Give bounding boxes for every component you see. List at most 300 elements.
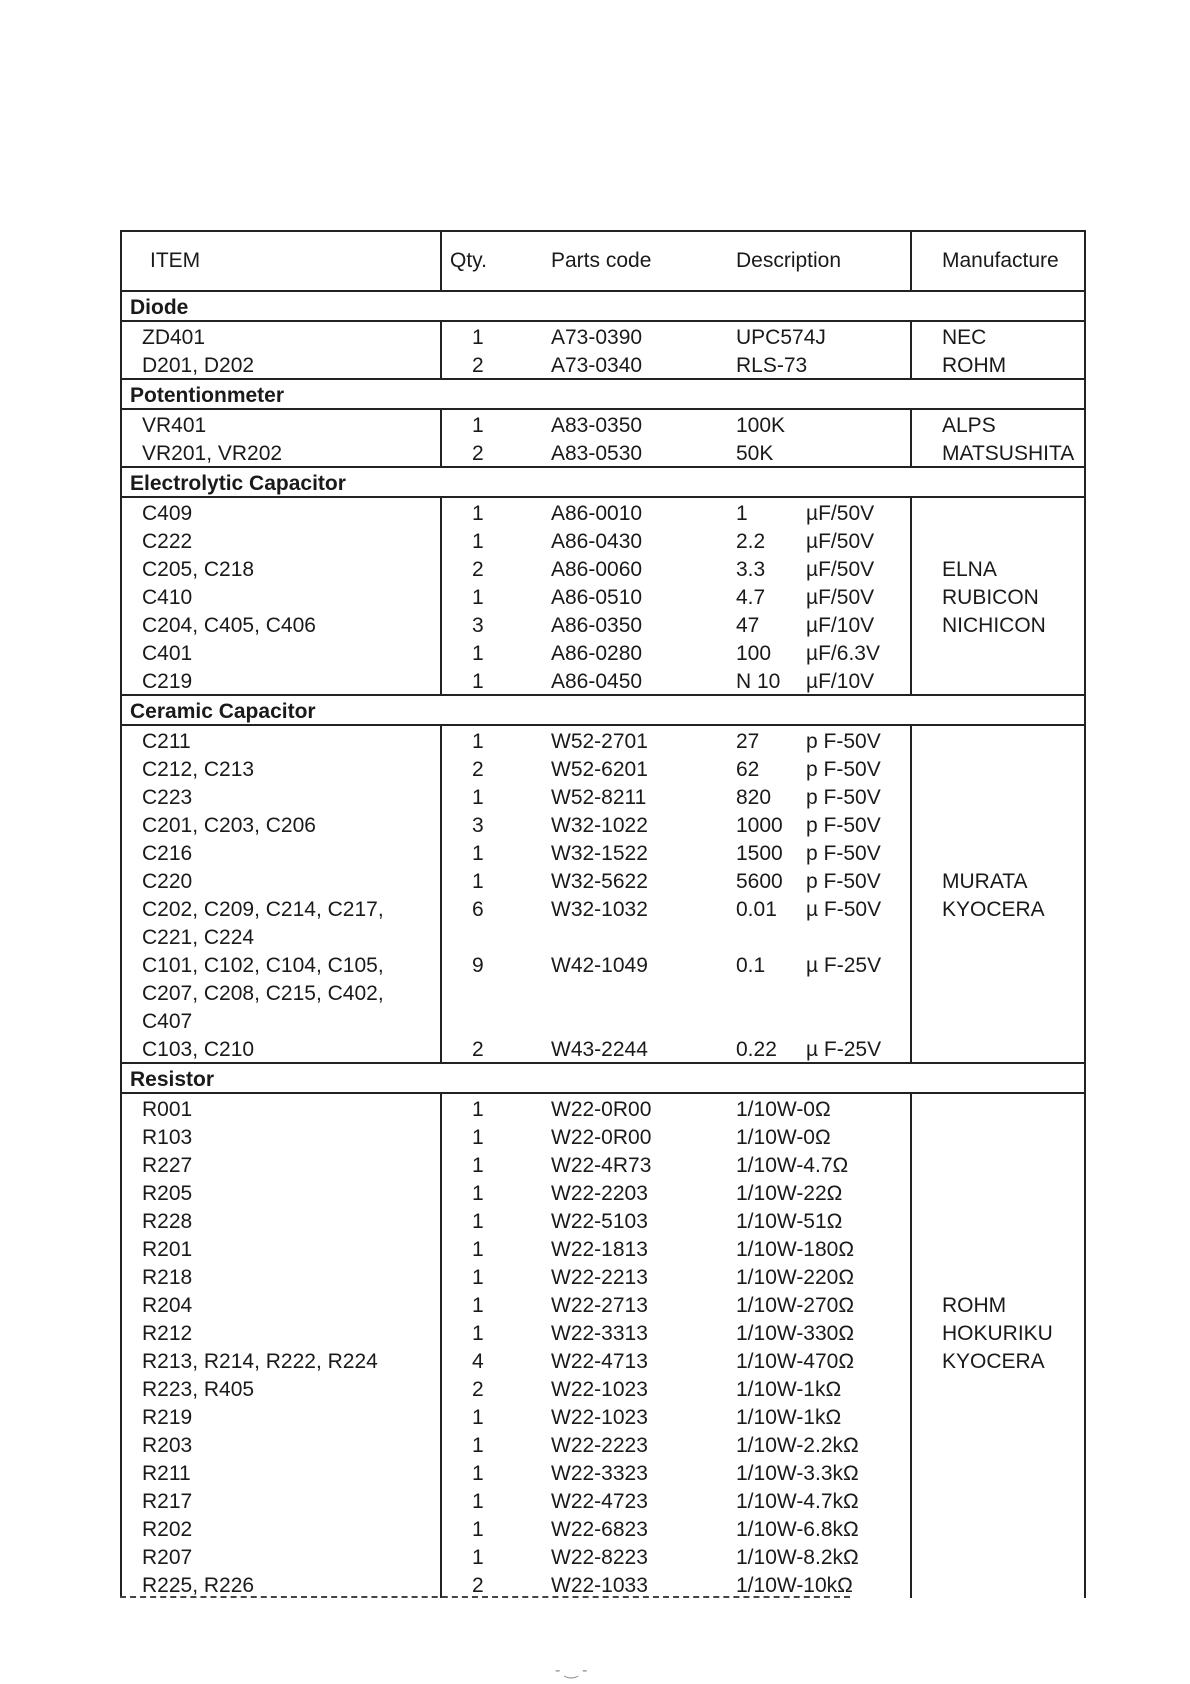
qty-cell: 1 bbox=[441, 638, 531, 666]
manufacture-cell bbox=[911, 497, 1085, 526]
parts-code-cell: A86-0280 bbox=[551, 642, 643, 665]
parts-code-cell: W22-4713 bbox=[551, 1350, 648, 1373]
description-value: 1/10W-3.3kΩ bbox=[736, 1462, 859, 1485]
description-cell bbox=[721, 638, 911, 666]
parts-code-cell: A83-0350 bbox=[551, 414, 643, 437]
item-cell: C101, C102, C104, C105, bbox=[121, 950, 441, 978]
qty-cell bbox=[441, 1006, 531, 1034]
description-value: 1000 bbox=[736, 814, 783, 837]
item-cell: R228 bbox=[121, 1206, 441, 1234]
parts-code-cell: W22-2223 bbox=[551, 1434, 648, 1457]
item-cell: R225, R226 bbox=[121, 1570, 441, 1598]
description-value: 1/10W-51Ω bbox=[736, 1210, 843, 1233]
manufacture-cell: NICHICON bbox=[911, 610, 1085, 638]
item-cell: R223, R405 bbox=[121, 1374, 441, 1402]
parts-code-cell: W22-5103 bbox=[551, 1210, 648, 1233]
description-unit: p F-50V bbox=[806, 786, 881, 809]
description-cell bbox=[721, 1402, 911, 1430]
description-value: 1/10W-0Ω bbox=[736, 1098, 831, 1121]
description-value: 1/10W-22Ω bbox=[736, 1182, 843, 1205]
manufacture-cell: NEC bbox=[911, 321, 1085, 350]
description-value: N 10 bbox=[736, 670, 781, 693]
parts-code-cell: W22-2203 bbox=[551, 1182, 648, 1205]
table-row bbox=[121, 1514, 1085, 1542]
table-row bbox=[121, 950, 1085, 978]
table-row bbox=[121, 782, 1085, 810]
table-row bbox=[121, 1178, 1085, 1206]
item-cell: R227 bbox=[121, 1150, 441, 1178]
item-cell: C410 bbox=[121, 582, 441, 610]
parts-code-cell: W22-1813 bbox=[551, 1238, 648, 1261]
description-cell bbox=[721, 409, 911, 438]
table-row bbox=[121, 1093, 1085, 1122]
item-cell: C216 bbox=[121, 838, 441, 866]
qty-cell: 1 bbox=[441, 838, 531, 866]
item-cell: R218 bbox=[121, 1262, 441, 1290]
description-value: 1/10W-1kΩ bbox=[736, 1406, 842, 1429]
header-parts-code: Parts code bbox=[531, 231, 721, 291]
parts-code-cell: W22-4R73 bbox=[551, 1154, 652, 1177]
table-row bbox=[121, 866, 1085, 894]
qty-cell: 1 bbox=[441, 725, 531, 754]
qty-cell: 1 bbox=[441, 497, 531, 526]
qty-cell: 1 bbox=[441, 1234, 531, 1262]
section-title: Diode bbox=[121, 291, 1085, 321]
header-item: ITEM bbox=[121, 231, 441, 291]
manufacture-cell bbox=[911, 1262, 1085, 1290]
description-value: 5600 bbox=[736, 870, 783, 893]
manufacture-cell bbox=[911, 1178, 1085, 1206]
description-cell bbox=[721, 1234, 911, 1262]
qty-cell: 1 bbox=[441, 1458, 531, 1486]
section-header bbox=[121, 379, 1085, 409]
item-cell: R217 bbox=[121, 1486, 441, 1514]
description-cell bbox=[721, 1178, 911, 1206]
description-cell bbox=[721, 1570, 911, 1598]
description-value: 47 bbox=[736, 614, 760, 637]
item-cell: C202, C209, C214, C217, bbox=[121, 894, 441, 922]
description-cell bbox=[721, 950, 911, 978]
description-cell bbox=[721, 1318, 911, 1346]
description-cell bbox=[721, 894, 911, 922]
table-row bbox=[121, 409, 1085, 438]
description-unit: µF/50V bbox=[806, 586, 875, 609]
qty-cell: 1 bbox=[441, 526, 531, 554]
manufacture-cell bbox=[911, 1542, 1085, 1570]
table-row bbox=[121, 1034, 1085, 1063]
parts-table bbox=[120, 230, 1086, 1598]
manufacture-cell bbox=[911, 1374, 1085, 1402]
description-cell bbox=[721, 1290, 911, 1318]
table-row bbox=[121, 554, 1085, 582]
parts-code-cell: A86-0010 bbox=[551, 502, 643, 525]
manufacture-cell bbox=[911, 754, 1085, 782]
qty-cell: 9 bbox=[441, 950, 531, 978]
table-row bbox=[121, 1150, 1085, 1178]
description-cell bbox=[721, 497, 911, 526]
manufacture-cell bbox=[911, 978, 1085, 1006]
item-cell: R219 bbox=[121, 1402, 441, 1430]
description-value: 2.2 bbox=[736, 530, 766, 553]
description-cell bbox=[721, 1206, 911, 1234]
section-title: Resistor bbox=[121, 1063, 1085, 1093]
qty-cell: 1 bbox=[441, 1430, 531, 1458]
item-cell: R213, R214, R222, R224 bbox=[121, 1346, 441, 1374]
manufacture-cell: ROHM bbox=[911, 350, 1085, 379]
qty-cell: 1 bbox=[441, 409, 531, 438]
qty-cell: 1 bbox=[441, 866, 531, 894]
item-cell: C212, C213 bbox=[121, 754, 441, 782]
parts-code-cell: W22-1023 bbox=[551, 1406, 648, 1429]
manufacture-cell bbox=[911, 1150, 1085, 1178]
manufacture-cell bbox=[911, 782, 1085, 810]
parts-code-cell bbox=[531, 922, 721, 950]
manufacture-cell bbox=[911, 1570, 1085, 1598]
table-row bbox=[121, 1374, 1085, 1402]
description-unit: p F-50V bbox=[806, 842, 881, 865]
section-header bbox=[121, 291, 1085, 321]
qty-cell: 1 bbox=[441, 1093, 531, 1122]
qty-cell: 2 bbox=[441, 438, 531, 467]
description-cell bbox=[721, 1093, 911, 1122]
parts-code-cell: W22-4723 bbox=[551, 1490, 648, 1513]
parts-code-cell: A86-0510 bbox=[551, 586, 643, 609]
description-cell bbox=[721, 350, 911, 379]
manufacture-cell bbox=[911, 810, 1085, 838]
description-unit: p F-50V bbox=[806, 814, 881, 837]
parts-code-cell: A86-0450 bbox=[551, 670, 643, 693]
description-cell bbox=[721, 321, 911, 350]
table-row bbox=[121, 1206, 1085, 1234]
item-cell: VR401 bbox=[121, 409, 441, 438]
qty-cell: 2 bbox=[441, 1374, 531, 1402]
description-value: 50K bbox=[736, 442, 774, 465]
description-cell bbox=[721, 866, 911, 894]
table-row bbox=[121, 582, 1085, 610]
description-value: 1 bbox=[736, 502, 748, 525]
qty-cell: 2 bbox=[441, 1570, 531, 1598]
item-cell: C407 bbox=[121, 1006, 441, 1034]
description-cell bbox=[721, 438, 911, 467]
description-value: 4.7 bbox=[736, 586, 766, 609]
qty-cell: 2 bbox=[441, 554, 531, 582]
description-cell bbox=[721, 526, 911, 554]
description-cell bbox=[721, 1486, 911, 1514]
item-cell: C409 bbox=[121, 497, 441, 526]
description-cell bbox=[721, 1122, 911, 1150]
parts-list-sheet bbox=[120, 230, 1084, 1598]
qty-cell: 6 bbox=[441, 894, 531, 922]
description-unit: µ F-50V bbox=[806, 898, 882, 921]
description-cell bbox=[721, 810, 911, 838]
qty-cell: 1 bbox=[441, 1178, 531, 1206]
manufacture-cell bbox=[911, 666, 1085, 695]
parts-code-cell: W22-2213 bbox=[551, 1266, 648, 1289]
parts-code-cell: W22-8223 bbox=[551, 1546, 648, 1569]
qty-cell: 1 bbox=[441, 1262, 531, 1290]
description-cell bbox=[721, 838, 911, 866]
description-unit: µF/6.3V bbox=[806, 642, 880, 665]
table-row bbox=[121, 1486, 1085, 1514]
qty-cell bbox=[441, 978, 531, 1006]
description-cell bbox=[721, 725, 911, 754]
qty-cell: 3 bbox=[441, 810, 531, 838]
parts-code-cell: W32-1522 bbox=[551, 842, 648, 865]
description-cell bbox=[721, 1346, 911, 1374]
item-cell: R204 bbox=[121, 1290, 441, 1318]
manufacture-cell bbox=[911, 638, 1085, 666]
manufacture-cell: HOKURIKU bbox=[911, 1318, 1085, 1346]
table-row bbox=[121, 754, 1085, 782]
item-cell: C219 bbox=[121, 666, 441, 695]
table-row bbox=[121, 1006, 1085, 1034]
parts-code-cell: W22-1033 bbox=[551, 1574, 648, 1597]
description-cell bbox=[721, 582, 911, 610]
section-title: Ceramic Capacitor bbox=[121, 695, 1085, 725]
table-bottom-edge bbox=[120, 1596, 850, 1598]
parts-code-cell: W22-3323 bbox=[551, 1462, 648, 1485]
description-value: 1/10W-330Ω bbox=[736, 1322, 855, 1345]
description-cell bbox=[721, 754, 911, 782]
description-cell bbox=[721, 1458, 911, 1486]
description-cell bbox=[721, 1542, 911, 1570]
qty-cell: 1 bbox=[441, 1122, 531, 1150]
header-qty: Qty. bbox=[441, 231, 531, 291]
parts-code-cell: W52-8211 bbox=[551, 786, 647, 809]
item-cell: R103 bbox=[121, 1122, 441, 1150]
description-value: 100 bbox=[736, 642, 772, 665]
parts-code-cell: W42-1049 bbox=[551, 954, 648, 977]
description-unit: µF/10V bbox=[806, 614, 875, 637]
item-cell: R202 bbox=[121, 1514, 441, 1542]
parts-code-cell: W22-0R00 bbox=[551, 1098, 652, 1121]
table-row bbox=[121, 1458, 1085, 1486]
description-value: 1/10W-0Ω bbox=[736, 1126, 831, 1149]
qty-cell: 2 bbox=[441, 754, 531, 782]
table-row bbox=[121, 1542, 1085, 1570]
parts-code-cell: W32-1032 bbox=[551, 898, 648, 921]
table-row bbox=[121, 1262, 1085, 1290]
item-cell: C401 bbox=[121, 638, 441, 666]
item-cell: D201, D202 bbox=[121, 350, 441, 379]
description-value: 3.3 bbox=[736, 558, 766, 581]
description-cell bbox=[721, 922, 911, 950]
parts-code-cell: A73-0390 bbox=[551, 326, 643, 349]
qty-cell: 1 bbox=[441, 782, 531, 810]
section-title: Potentionmeter bbox=[121, 379, 1085, 409]
item-cell: ZD401 bbox=[121, 321, 441, 350]
table-row bbox=[121, 321, 1085, 350]
manufacture-cell bbox=[911, 1034, 1085, 1063]
description-cell bbox=[721, 1034, 911, 1063]
description-cell bbox=[721, 554, 911, 582]
qty-cell: 1 bbox=[441, 1206, 531, 1234]
table-row bbox=[121, 1122, 1085, 1150]
description-cell bbox=[721, 1006, 911, 1034]
manufacture-cell bbox=[911, 1486, 1085, 1514]
item-cell: R001 bbox=[121, 1093, 441, 1122]
item-cell: C207, C208, C215, C402, bbox=[121, 978, 441, 1006]
manufacture-cell bbox=[911, 1093, 1085, 1122]
header-description: Description bbox=[721, 231, 911, 291]
table-row bbox=[121, 666, 1085, 695]
description-cell bbox=[721, 1262, 911, 1290]
item-cell: VR201, VR202 bbox=[121, 438, 441, 467]
description-value: 1/10W-6.8kΩ bbox=[736, 1518, 859, 1541]
parts-code-cell: W22-6823 bbox=[551, 1518, 648, 1541]
page-mark: ‐ ‿ ‐ bbox=[555, 1662, 588, 1679]
table-row bbox=[121, 894, 1085, 922]
manufacture-cell bbox=[911, 1514, 1085, 1542]
manufacture-cell: ELNA bbox=[911, 554, 1085, 582]
description-value: 1500 bbox=[736, 842, 783, 865]
item-cell: C211 bbox=[121, 725, 441, 754]
description-value: 1/10W-4.7kΩ bbox=[736, 1490, 859, 1513]
table-row bbox=[121, 350, 1085, 379]
qty-cell: 1 bbox=[441, 1402, 531, 1430]
description-value: 820 bbox=[736, 786, 772, 809]
manufacture-cell bbox=[911, 922, 1085, 950]
manufacture-cell bbox=[911, 1234, 1085, 1262]
item-cell: R207 bbox=[121, 1542, 441, 1570]
item-cell: C222 bbox=[121, 526, 441, 554]
table-row bbox=[121, 1318, 1085, 1346]
description-value: 0.01 bbox=[736, 898, 777, 921]
item-cell: R205 bbox=[121, 1178, 441, 1206]
description-unit: µF/50V bbox=[806, 530, 875, 553]
description-value: 1/10W-470Ω bbox=[736, 1350, 855, 1373]
description-cell bbox=[721, 1514, 911, 1542]
manufacture-cell: KYOCERA bbox=[911, 1346, 1085, 1374]
item-cell: R211 bbox=[121, 1458, 441, 1486]
item-cell: R201 bbox=[121, 1234, 441, 1262]
description-value: 100K bbox=[736, 414, 786, 437]
table-row bbox=[121, 638, 1085, 666]
table-row bbox=[121, 497, 1085, 526]
table-row bbox=[121, 725, 1085, 754]
section-header bbox=[121, 467, 1085, 497]
description-unit: µF/50V bbox=[806, 502, 875, 525]
manufacture-cell bbox=[911, 838, 1085, 866]
table-row bbox=[121, 1290, 1085, 1318]
section-title: Electrolytic Capacitor bbox=[121, 467, 1085, 497]
description-value: 1/10W-1kΩ bbox=[736, 1378, 842, 1401]
description-value: 1/10W-270Ω bbox=[736, 1294, 855, 1317]
manufacture-cell: MURATA bbox=[911, 866, 1085, 894]
qty-cell: 1 bbox=[441, 1542, 531, 1570]
item-cell: C223 bbox=[121, 782, 441, 810]
parts-code-cell: W22-1023 bbox=[551, 1378, 648, 1401]
description-value: UPC574J bbox=[736, 326, 826, 349]
qty-cell: 1 bbox=[441, 666, 531, 695]
section-header bbox=[121, 1063, 1085, 1093]
parts-code-cell bbox=[531, 978, 721, 1006]
description-unit: p F-50V bbox=[806, 730, 881, 753]
table-row bbox=[121, 810, 1085, 838]
item-cell: C221, C224 bbox=[121, 922, 441, 950]
item-cell: R203 bbox=[121, 1430, 441, 1458]
qty-cell: 1 bbox=[441, 1486, 531, 1514]
description-value: 1/10W-8.2kΩ bbox=[736, 1546, 859, 1569]
parts-code-cell: W22-3313 bbox=[551, 1322, 648, 1345]
section-header bbox=[121, 695, 1085, 725]
qty-cell: 1 bbox=[441, 1150, 531, 1178]
manufacture-cell: RUBICON bbox=[911, 582, 1085, 610]
parts-code-cell: W52-6201 bbox=[551, 758, 648, 781]
parts-code-cell: W22-0R00 bbox=[551, 1126, 652, 1149]
qty-cell: 1 bbox=[441, 582, 531, 610]
table-row bbox=[121, 1346, 1085, 1374]
description-value: 0.1 bbox=[736, 954, 766, 977]
description-cell bbox=[721, 1374, 911, 1402]
parts-code-cell: W22-2713 bbox=[551, 1294, 648, 1317]
description-value: 1/10W-2.2kΩ bbox=[736, 1434, 859, 1457]
description-unit: µ F-25V bbox=[806, 954, 882, 977]
parts-code-cell: A86-0430 bbox=[551, 530, 643, 553]
description-value: 1/10W-4.7Ω bbox=[736, 1154, 849, 1177]
description-unit: µ F-25V bbox=[806, 1038, 882, 1061]
table-header bbox=[121, 231, 1085, 291]
description-value: 0.22 bbox=[736, 1038, 777, 1061]
manufacture-cell bbox=[911, 1458, 1085, 1486]
description-unit: µF/50V bbox=[806, 558, 875, 581]
table-row bbox=[121, 838, 1085, 866]
description-value: 1/10W-220Ω bbox=[736, 1266, 855, 1289]
parts-code-cell: A83-0530 bbox=[551, 442, 643, 465]
qty-cell: 1 bbox=[441, 321, 531, 350]
table-row bbox=[121, 1570, 1085, 1598]
description-cell bbox=[721, 1150, 911, 1178]
description-unit: µF/10V bbox=[806, 670, 875, 693]
item-cell: C204, C405, C406 bbox=[121, 610, 441, 638]
description-value: RLS-73 bbox=[736, 354, 808, 377]
table-row bbox=[121, 1430, 1085, 1458]
parts-code-cell: A86-0060 bbox=[551, 558, 643, 581]
qty-cell bbox=[441, 922, 531, 950]
manufacture-cell bbox=[911, 1402, 1085, 1430]
parts-code-cell: A86-0350 bbox=[551, 614, 643, 637]
table-row bbox=[121, 1402, 1085, 1430]
manufacture-cell bbox=[911, 1430, 1085, 1458]
manufacture-cell: ROHM bbox=[911, 1290, 1085, 1318]
table-row bbox=[121, 438, 1085, 467]
qty-cell: 3 bbox=[441, 610, 531, 638]
description-value: 1/10W-10kΩ bbox=[736, 1574, 853, 1597]
manufacture-cell: ALPS bbox=[911, 409, 1085, 438]
qty-cell: 1 bbox=[441, 1290, 531, 1318]
description-value: 1/10W-180Ω bbox=[736, 1238, 855, 1261]
manufacture-cell bbox=[911, 526, 1085, 554]
manufacture-cell bbox=[911, 950, 1085, 978]
description-value: 27 bbox=[736, 730, 760, 753]
parts-code-cell bbox=[531, 1006, 721, 1034]
parts-code-cell: W43-2244 bbox=[551, 1038, 648, 1061]
qty-cell: 2 bbox=[441, 1034, 531, 1063]
description-value: 62 bbox=[736, 758, 760, 781]
item-cell: R212 bbox=[121, 1318, 441, 1346]
manufacture-cell: KYOCERA bbox=[911, 894, 1085, 922]
qty-cell: 1 bbox=[441, 1514, 531, 1542]
description-cell bbox=[721, 666, 911, 695]
description-cell bbox=[721, 1430, 911, 1458]
description-cell bbox=[721, 610, 911, 638]
table-row bbox=[121, 978, 1085, 1006]
table-row bbox=[121, 1234, 1085, 1262]
qty-cell: 4 bbox=[441, 1346, 531, 1374]
description-unit: p F-50V bbox=[806, 758, 881, 781]
manufacture-cell bbox=[911, 1206, 1085, 1234]
manufacture-cell bbox=[911, 725, 1085, 754]
